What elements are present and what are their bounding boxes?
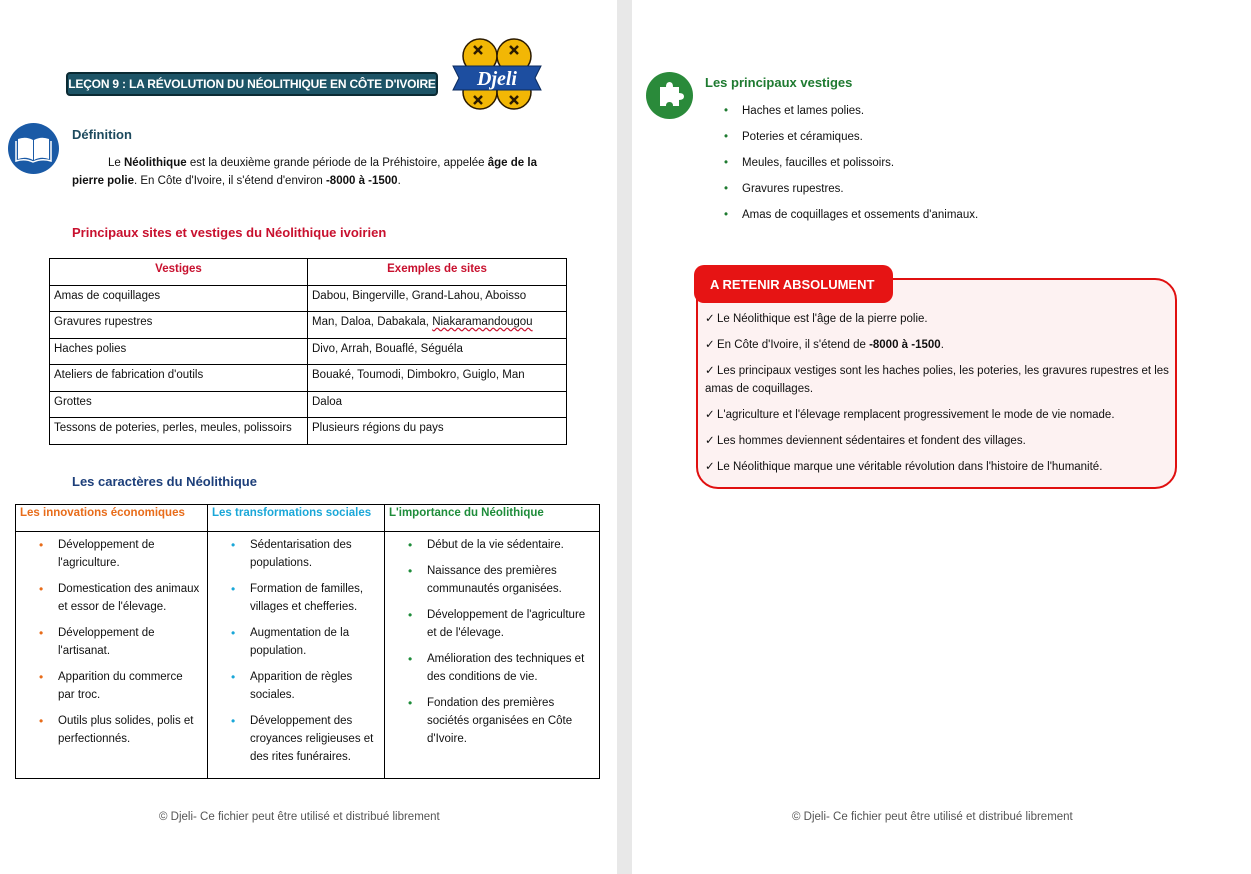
- list-item: • Outils plus solides, polis et perfectionnés.: [22, 712, 201, 748]
- table-row: Haches polies Divo, Arrah, Bouaflé, Séguéla: [50, 338, 567, 365]
- col-importance: L'importance du Néolithique: [385, 505, 600, 532]
- col-vestiges: Vestiges: [50, 259, 308, 286]
- list-item: ✓ Le Néolithique marque une véritable révolution dans l'histoire de l'humanité.: [705, 458, 1175, 476]
- retenir-list: [705, 310, 1175, 484]
- table-row: Gravures rupestres Man, Daloa, Dabakala, Niakaramandougou: [50, 312, 567, 339]
- list-item: • Sédentarisation des populations.: [214, 536, 378, 572]
- retenir-title: A RETENIR ABSOLUMENT: [694, 265, 893, 303]
- list-item: • Haches et lames polies.: [724, 102, 978, 120]
- book-icon: [8, 123, 59, 174]
- page-1: [0, 0, 617, 874]
- list-item: • Formation de familles, villages et chefferies.: [214, 580, 378, 616]
- definition-heading: Définition: [72, 127, 132, 142]
- list-item: ✓ Le Néolithique est l'âge de la pierre polie.: [705, 310, 1175, 328]
- djeli-logo: [450, 36, 544, 114]
- check-icon: ✓: [705, 435, 715, 447]
- list-item: • Apparition du commerce par troc.: [22, 668, 201, 704]
- table-header-row: [50, 259, 567, 286]
- innovations-list: [22, 536, 201, 748]
- list-item: • Développement de l'agriculture et de l'élevage.: [391, 606, 593, 642]
- logo-text: Djeli: [477, 68, 517, 90]
- list-item: • Fondation des premières sociétés organisées en Côte d'Ivoire.: [391, 694, 593, 748]
- importance-list: [391, 536, 593, 748]
- definition-text: Le Néolithique est la deuxième grande période de la Préhistoire, appelée âge de la pierre polie. En Côte d'Ivoire, il s'étend d'environ -8000 à -1500.: [72, 157, 537, 187]
- table-header-row: [16, 505, 600, 532]
- list-item: ✓ Les hommes deviennent sédentaires et fondent des villages.: [705, 432, 1175, 450]
- footer: © Djeli- Ce fichier peut être utilisé et distribué librement: [792, 811, 1073, 823]
- sites-heading: Principaux sites et vestiges du Néolithique ivoirien: [72, 225, 387, 240]
- table-row: Grottes Daloa: [50, 391, 567, 418]
- puzzle-icon: [646, 72, 693, 119]
- sites-table: [49, 258, 567, 445]
- caracteres-heading: Les caractères du Néolithique: [72, 474, 257, 489]
- check-icon: ✓: [705, 365, 715, 377]
- list-item: • Meules, faucilles et polissoirs.: [724, 154, 978, 172]
- list-item: • Augmentation de la population.: [214, 624, 378, 660]
- check-icon: ✓: [705, 409, 715, 421]
- vestiges-list: [724, 102, 978, 232]
- list-item: • Domestication des animaux et essor de l'élevage.: [22, 580, 201, 616]
- spellcheck-underline: Niakaramandougou: [432, 316, 533, 328]
- check-icon: ✓: [705, 339, 715, 351]
- list-item: • Développement des croyances religieuses et des rites funéraires.: [214, 712, 378, 766]
- col-innovations: Les innovations économiques: [16, 505, 208, 532]
- page-2: [632, 0, 1251, 874]
- col-transformations: Les transformations sociales: [208, 505, 385, 532]
- table-row: Amas de coquillages Dabou, Bingerville, Grand-Lahou, Aboisso: [50, 285, 567, 312]
- transformations-list: [214, 536, 378, 766]
- list-item: • Apparition de règles sociales.: [214, 668, 378, 704]
- caracteres-table: [15, 504, 600, 779]
- footer: © Djeli- Ce fichier peut être utilisé et distribué librement: [159, 811, 440, 823]
- list-item: • Début de la vie sédentaire.: [391, 536, 593, 554]
- list-item: • Amas de coquillages et ossements d'animaux.: [724, 206, 978, 224]
- check-icon: ✓: [705, 461, 715, 473]
- list-item: • Développement de l'agriculture.: [22, 536, 201, 572]
- vestiges-heading: Les principaux vestiges: [705, 75, 853, 90]
- col-sites: Exemples de sites: [308, 259, 567, 286]
- check-icon: ✓: [705, 313, 715, 325]
- table-row: Ateliers de fabrication d'outils Bouaké, Toumodi, Dimbokro, Guiglo, Man: [50, 365, 567, 392]
- table-row: Tessons de poteries, perles, meules, polissoirs Plusieurs régions du pays: [50, 418, 567, 445]
- list-item: • Poteries et céramiques.: [724, 128, 978, 146]
- list-item: ✓ L'agriculture et l'élevage remplacent progressivement le mode de vie nomade.: [705, 406, 1175, 424]
- list-item: • Amélioration des techniques et des conditions de vie.: [391, 650, 593, 686]
- list-item: • Développement de l'artisanat.: [22, 624, 201, 660]
- lesson-title: LEÇON 9 : LA RÉVOLUTION DU NÉOLITHIQUE EN CÔTE D'IVOIRE: [66, 72, 438, 96]
- list-item: • Gravures rupestres.: [724, 180, 978, 198]
- list-item: ✓ Les principaux vestiges sont les haches polies, les poteries, les gravures rupestres et les amas de coquillages.: [705, 362, 1175, 398]
- list-item: • Naissance des premières communautés organisées.: [391, 562, 593, 598]
- list-item: ✓ En Côte d'Ivoire, il s'étend de -8000 à -1500.: [705, 336, 1175, 354]
- table-row: [16, 532, 600, 779]
